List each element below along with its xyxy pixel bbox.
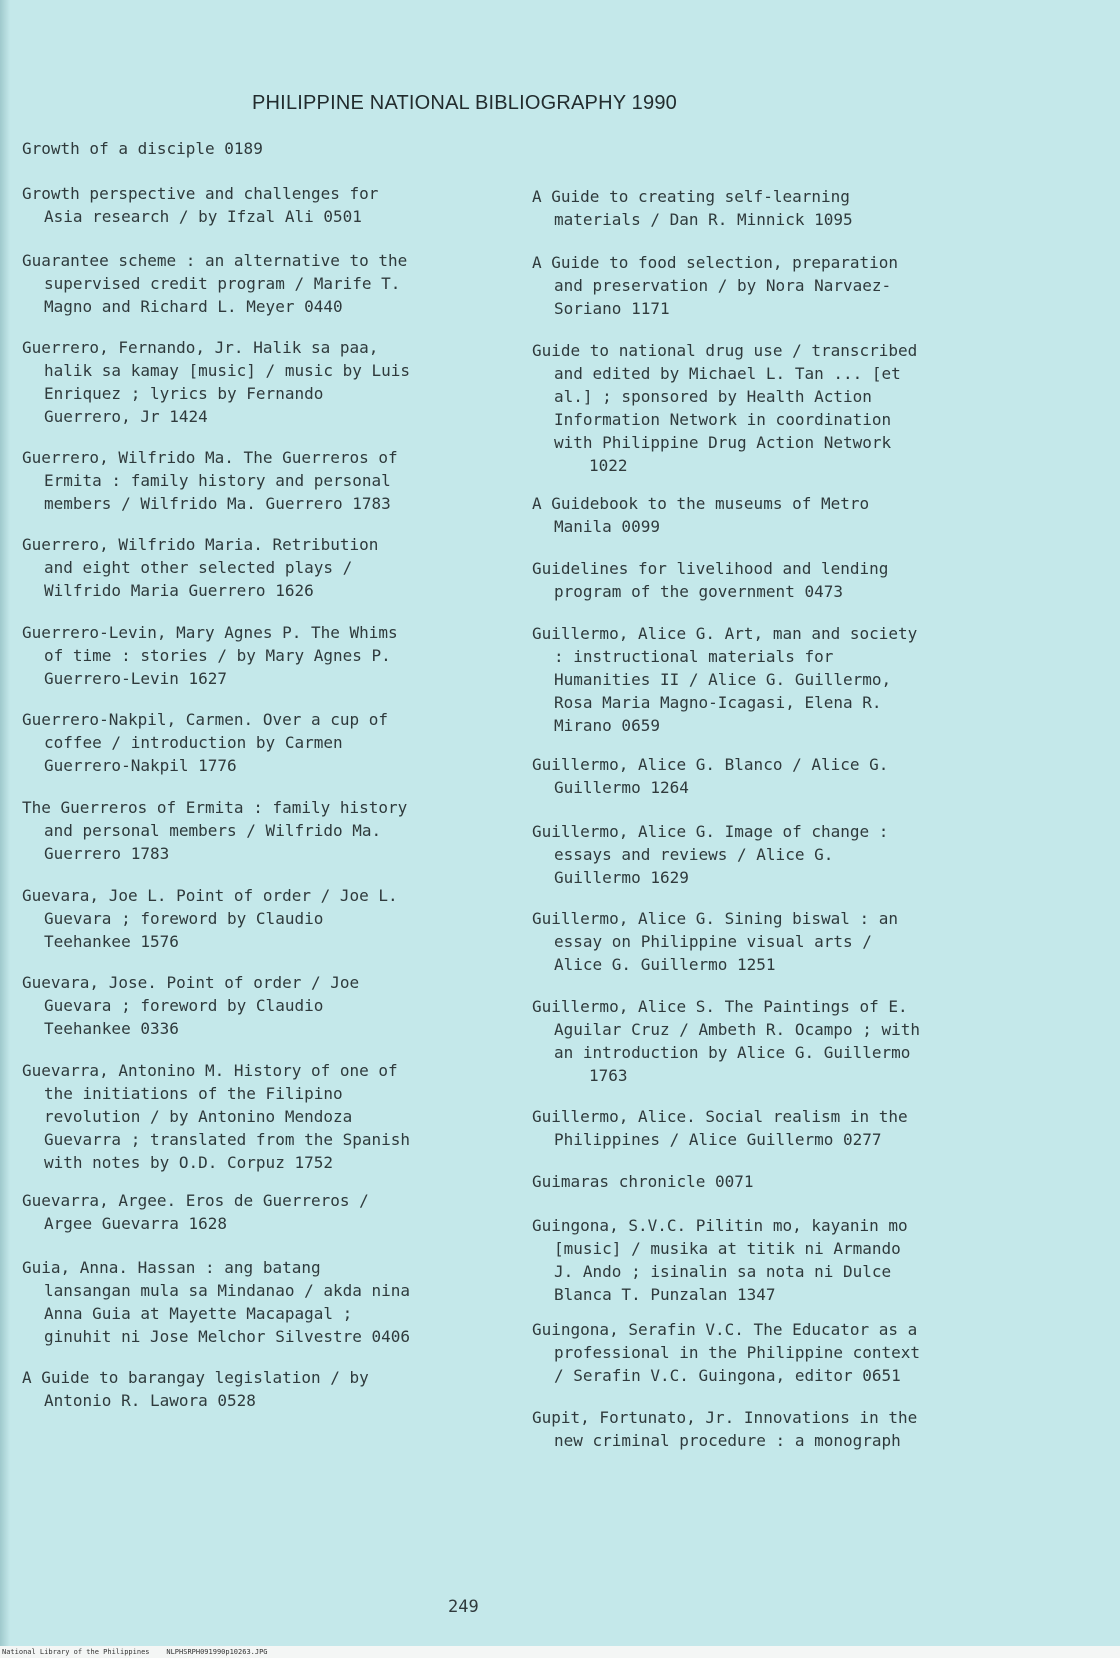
entry-continuation-line: Ermita : family history and personal [44, 471, 391, 490]
entry-continuation-line: Blanca T. Punzalan 1347 [554, 1285, 776, 1304]
entry-continuation-line: Guevara ; foreword by Claudio [44, 909, 324, 928]
entry-continuation-line: Guillermo 1629 [554, 868, 689, 887]
entry-continuation-line: [music] / musika at titik ni Armando [554, 1239, 901, 1258]
entry-continuation-line: coffee / introduction by Carmen [44, 733, 343, 752]
entry-continuation-line: 1763 [589, 1066, 628, 1085]
bibliography-entry [22, 1366, 502, 1412]
bibliography-entry [22, 1256, 502, 1348]
entry-continuation-line: Rosa Maria Magno-Icagasi, Elena R. [554, 693, 882, 712]
entry-continuation-line: members / Wilfrido Ma. Guerrero 1783 [44, 494, 391, 513]
entry-heading-line: Guarantee scheme : an alternative to the [22, 251, 408, 270]
entry-continuation-line: and preservation / by Nora Narvaez- [554, 276, 892, 295]
bibliography-entry [532, 251, 1012, 320]
bibliography-entry [532, 1105, 1012, 1151]
entry-continuation-line: Aguilar Cruz / Ambeth R. Ocampo ; with [554, 1020, 921, 1039]
entry-continuation-line: Humanities II / Alice G. Guillermo, [554, 670, 892, 689]
entry-continuation-line: Antonio R. Lawora 0528 [44, 1391, 256, 1410]
bibliography-entry [532, 557, 1012, 603]
entry-heading-line: Guevarra, Antonino M. History of one of [22, 1061, 398, 1080]
entry-heading-line: Guerrero-Levin, Mary Agnes P. The Whims [22, 623, 398, 642]
bibliography-entry [532, 339, 1012, 477]
entry-continuation-line: Philippines / Alice Guillermo 0277 [554, 1130, 882, 1149]
entry-continuation-line: Guillermo 1264 [554, 778, 689, 797]
entry-heading-line: Guingona, Serafin V.C. The Educator as a [532, 1320, 918, 1339]
bibliography-entry [532, 185, 1012, 231]
entry-continuation-line: 1022 [589, 456, 628, 475]
entry-continuation-line: Manila 0099 [554, 517, 660, 536]
entry-heading-line: Guillermo, Alice G. Blanco / Alice G. [532, 755, 889, 774]
entry-continuation-line: Mirano 0659 [554, 716, 660, 735]
bibliography-entry [22, 446, 502, 515]
bibliography-entry [532, 1318, 1012, 1387]
entry-continuation-line: lansangan mula sa Mindanao / akda nina [44, 1281, 411, 1300]
entry-continuation-line: Guerrero 1783 [44, 844, 170, 863]
bibliography-entry [22, 708, 502, 777]
entry-heading-line: Guimaras chronicle 0071 [532, 1172, 754, 1191]
bibliography-entry [22, 533, 502, 602]
bibliography-entry [22, 884, 502, 953]
entry-heading-line: Guevarra, Argee. Eros de Guerreros / [22, 1191, 369, 1210]
entry-continuation-line: Magno and Richard L. Meyer 0440 [44, 297, 343, 316]
entry-heading-line: Growth perspective and challenges for [22, 184, 379, 203]
entry-heading-line: Guillermo, Alice G. Art, man and society [532, 624, 918, 643]
entry-continuation-line: Alice G. Guillermo 1251 [554, 955, 776, 974]
entry-continuation-line: Argee Guevarra 1628 [44, 1214, 228, 1233]
page-edge-shadow [0, 0, 10, 1658]
entry-continuation-line: and edited by Michael L. Tan ... [et [554, 364, 901, 383]
bibliography-entry [22, 182, 502, 228]
bibliography-entry [22, 249, 502, 318]
entry-heading-line: A Guide to creating self-learning [532, 187, 850, 206]
entry-continuation-line: : instructional materials for [554, 647, 834, 666]
page-title: PHILIPPINE NATIONAL BIBLIOGRAPHY 1990 [252, 92, 677, 114]
entry-continuation-line: essay on Philippine visual arts / [554, 932, 872, 951]
entry-heading-line: Guillermo, Alice. Social realism in the [532, 1107, 908, 1126]
entry-heading-line: Gupit, Fortunato, Jr. Innovations in the [532, 1408, 918, 1427]
page-number: 249 [448, 1597, 479, 1617]
entry-continuation-line: professional in the Philippine context [554, 1343, 921, 1362]
bibliography-entry [22, 971, 502, 1040]
bibliography-entry [532, 1170, 1012, 1193]
entry-continuation-line: program of the government 0473 [554, 582, 843, 601]
entry-continuation-line: supervised credit program / Marife T. [44, 274, 401, 293]
entry-continuation-line: the initiations of the Filipino [44, 1084, 343, 1103]
entry-continuation-line: Guerrero, Jr 1424 [44, 407, 208, 426]
entry-continuation-line: Anna Guia at Mayette Macapagal ; [44, 1304, 353, 1323]
bibliography-entry [532, 622, 1012, 737]
entry-heading-line: Guillermo, Alice S. The Paintings of E. [532, 997, 908, 1016]
entry-heading-line: Guevara, Joe L. Point of order / Joe L. [22, 886, 398, 905]
bibliography-entry [532, 1214, 1012, 1306]
bibliography-entry [532, 995, 1012, 1087]
entry-continuation-line: Guerrero-Nakpil 1776 [44, 756, 237, 775]
entry-heading-line: A Guide to barangay legislation / by [22, 1368, 369, 1387]
entry-continuation-line: Enriquez ; lyrics by Fernando [44, 384, 324, 403]
bibliography-entry [22, 621, 502, 690]
bibliography-entry [22, 336, 502, 428]
entry-continuation-line: Teehankee 1576 [44, 932, 179, 951]
entry-heading-line: Guerrero, Wilfrido Ma. The Guerreros of [22, 448, 398, 467]
entry-continuation-line: Guevarra ; translated from the Spanish [44, 1130, 411, 1149]
entry-continuation-line: Teehankee 0336 [44, 1019, 179, 1038]
entry-continuation-line: materials / Dan R. Minnick 1095 [554, 210, 853, 229]
entry-heading-line: A Guidebook to the museums of Metro [532, 494, 870, 513]
entry-heading-line: Guidelines for livelihood and lending [532, 559, 889, 578]
entry-continuation-line: / Serafin V.C. Guingona, editor 0651 [554, 1366, 901, 1385]
entry-continuation-line: al.] ; sponsored by Health Action [554, 387, 872, 406]
entry-continuation-line: and eight other selected plays / [44, 558, 353, 577]
entry-heading-line: Guerrero-Nakpil, Carmen. Over a cup of [22, 710, 389, 729]
entry-continuation-line: Guevara ; foreword by Claudio [44, 996, 324, 1015]
scan-footer [2, 1648, 268, 1656]
bibliography-entry [532, 753, 1012, 799]
entry-continuation-line: Soriano 1171 [554, 299, 670, 318]
entry-heading-line: A Guide to food selection, preparation [532, 253, 899, 272]
bibliography-entry [22, 137, 502, 160]
entry-heading-line: Guia, Anna. Hassan : ang batang [22, 1258, 321, 1277]
entry-heading-line: The Guerreros of Ermita : family history [22, 798, 408, 817]
entry-heading-line: Guillermo, Alice G. Sining biswal : an [532, 909, 899, 928]
entry-heading-line: Growth of a disciple 0189 [22, 139, 263, 158]
bibliography-entry [22, 1059, 502, 1174]
entry-heading-line: Guide to national drug use / transcribed [532, 341, 918, 360]
bibliography-entry [532, 820, 1012, 889]
entry-continuation-line: essays and reviews / Alice G. [554, 845, 834, 864]
entry-continuation-line: an introduction by Alice G. Guillermo [554, 1043, 911, 1062]
entry-heading-line: Guillermo, Alice G. Image of change : [532, 822, 889, 841]
bibliography-entry [22, 796, 502, 865]
entry-heading-line: Guevara, Jose. Point of order / Joe [22, 973, 360, 992]
entry-continuation-line: revolution / by Antonino Mendoza [44, 1107, 353, 1126]
entry-heading-line: Guerrero, Wilfrido Maria. Retribution [22, 535, 379, 554]
footer-library: National Library of the Philippines [2, 1648, 150, 1656]
entry-continuation-line: with notes by O.D. Corpuz 1752 [44, 1153, 333, 1172]
footer-file-id: NLPHSRPH091990p10263.JPG [166, 1648, 268, 1656]
bibliography-entry [532, 907, 1012, 976]
entry-continuation-line: Information Network in coordination [554, 410, 892, 429]
entry-continuation-line: Guerrero-Levin 1627 [44, 669, 228, 688]
entry-continuation-line: of time : stories / by Mary Agnes P. [44, 646, 391, 665]
entry-continuation-line: new criminal procedure : a monograph [554, 1431, 901, 1450]
entry-continuation-line: ginuhit ni Jose Melchor Silvestre 0406 [44, 1327, 411, 1346]
entry-heading-line: Guingona, S.V.C. Pilitin mo, kayanin mo [532, 1216, 908, 1235]
entry-continuation-line: with Philippine Drug Action Network [554, 433, 892, 452]
entry-continuation-line: Wilfrido Maria Guerrero 1626 [44, 581, 314, 600]
entry-continuation-line: halik sa kamay [music] / music by Luis [44, 361, 411, 380]
entry-continuation-line: J. Ando ; isinalin sa nota ni Dulce [554, 1262, 892, 1281]
entry-continuation-line: and personal members / Wilfrido Ma. [44, 821, 382, 840]
bibliography-entry [532, 1406, 1012, 1452]
bibliography-entry [532, 492, 1012, 538]
bibliography-entry [22, 1189, 502, 1235]
entry-heading-line: Guerrero, Fernando, Jr. Halik sa paa, [22, 338, 379, 357]
entry-continuation-line: Asia research / by Ifzal Ali 0501 [44, 207, 362, 226]
